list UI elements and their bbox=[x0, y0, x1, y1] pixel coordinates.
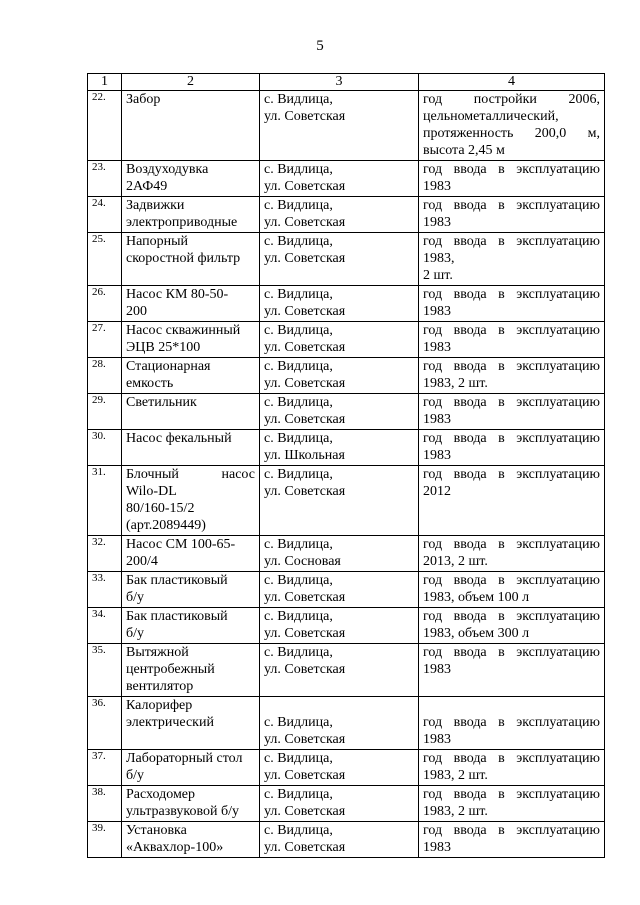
table-row bbox=[88, 286, 605, 322]
table-row bbox=[88, 644, 605, 697]
item-description-line: 1983, 2 шт. bbox=[423, 376, 488, 391]
item-location bbox=[260, 536, 419, 572]
item-description bbox=[419, 608, 605, 644]
item-description-line: год ввода в эксплуатацию bbox=[423, 287, 600, 302]
item-location-line: ул. Советская bbox=[264, 484, 346, 499]
item-description-line: 1983 bbox=[423, 340, 451, 355]
item-name-line: Блочный насос bbox=[126, 467, 255, 482]
item-description-line: 1983 bbox=[423, 215, 451, 230]
item-location-line: с. Видлица, bbox=[264, 431, 333, 446]
item-description-line: 1983 bbox=[423, 179, 451, 194]
header-row bbox=[88, 74, 605, 91]
item-location bbox=[260, 358, 419, 394]
item-description bbox=[419, 536, 605, 572]
item-description-line: год ввода в эксплуатацию bbox=[423, 787, 600, 802]
item-location-line: с. Видлица, bbox=[264, 537, 333, 552]
item-name bbox=[122, 608, 260, 644]
item-description-line: год ввода в эксплуатацию bbox=[423, 645, 600, 660]
item-description bbox=[419, 91, 605, 161]
item-description bbox=[419, 358, 605, 394]
item-location-line: с. Видлица, bbox=[264, 359, 333, 374]
item-description-line: год ввода в эксплуатацию bbox=[423, 198, 600, 213]
table-row bbox=[88, 91, 605, 161]
item-name-line: Насос фекальный bbox=[126, 431, 232, 446]
item-name-line: Забор bbox=[126, 92, 161, 107]
column-header: 4 bbox=[419, 74, 605, 91]
item-location bbox=[260, 197, 419, 233]
item-description bbox=[419, 161, 605, 197]
column-header: 3 bbox=[260, 74, 419, 91]
item-location-line: ул. Советская bbox=[264, 768, 346, 783]
item-name-line: скоростной фильтр bbox=[126, 251, 241, 266]
row-number: 31. bbox=[88, 466, 122, 536]
item-name-line: Лабораторный стол bbox=[126, 751, 243, 766]
item-name bbox=[122, 161, 260, 197]
table-row bbox=[88, 430, 605, 466]
table-row bbox=[88, 161, 605, 197]
item-description bbox=[419, 394, 605, 430]
item-description-line: год ввода в эксплуатацию bbox=[423, 467, 600, 482]
item-name-line: 2АФ49 bbox=[126, 179, 168, 194]
item-name-line: электроприводные bbox=[126, 215, 238, 230]
row-number: 32. bbox=[88, 536, 122, 572]
item-description bbox=[419, 786, 605, 822]
item-description-line: год ввода в эксплуатацию bbox=[423, 823, 600, 838]
item-location-line: ул. Советская bbox=[264, 626, 346, 641]
item-location bbox=[260, 394, 419, 430]
item-location-line: с. Видлица, bbox=[264, 234, 333, 249]
item-description-line: год ввода в эксплуатацию bbox=[423, 609, 600, 624]
item-name-line: б/у bbox=[126, 626, 145, 641]
item-location bbox=[260, 822, 419, 858]
item-location-line: ул. Сосновая bbox=[264, 554, 341, 569]
row-number: 33. bbox=[88, 572, 122, 608]
item-description-line: год ввода в эксплуатацию bbox=[423, 162, 600, 177]
item-location-line: с. Видлица, bbox=[264, 787, 333, 802]
item-location bbox=[260, 572, 419, 608]
item-name bbox=[122, 697, 260, 750]
item-description bbox=[419, 322, 605, 358]
item-name-line: Расходомер bbox=[126, 787, 196, 802]
item-description-line bbox=[423, 697, 600, 714]
item-name-line: Установка bbox=[126, 823, 187, 838]
item-description-line: год ввода в эксплуатацию bbox=[423, 751, 600, 766]
item-name bbox=[122, 466, 260, 536]
item-name bbox=[122, 358, 260, 394]
item-description-line: год ввода в эксплуатацию bbox=[423, 573, 600, 588]
item-description-line: год ввода в эксплуатацию bbox=[423, 395, 600, 410]
item-description bbox=[419, 697, 605, 750]
item-description bbox=[419, 233, 605, 286]
item-name-line: емкость bbox=[126, 376, 174, 391]
table-row bbox=[88, 394, 605, 430]
item-name bbox=[122, 644, 260, 697]
table-row bbox=[88, 750, 605, 786]
item-location-line: ул. Советская bbox=[264, 215, 346, 230]
item-name-line: б/у bbox=[126, 768, 145, 783]
item-location-line: ул. Советская bbox=[264, 804, 346, 819]
item-location-line: с. Видлица, bbox=[264, 162, 333, 177]
row-number: 28. bbox=[88, 358, 122, 394]
item-location-line: ул. Советская bbox=[264, 251, 346, 266]
row-number: 35. bbox=[88, 644, 122, 697]
item-location bbox=[260, 644, 419, 697]
item-location-line: ул. Советская bbox=[264, 662, 346, 677]
row-number: 27. bbox=[88, 322, 122, 358]
item-description bbox=[419, 197, 605, 233]
item-name-line: Калорифер bbox=[126, 698, 193, 713]
table-row bbox=[88, 697, 605, 750]
item-description-line: год постройки 2006, bbox=[423, 92, 600, 107]
item-location-line: с. Видлица, bbox=[264, 715, 333, 730]
item-name-line: «Аквахлор-100» bbox=[126, 840, 224, 855]
item-description-line: 1983 bbox=[423, 412, 451, 427]
item-name-line: Бак пластиковый bbox=[126, 609, 228, 624]
item-name bbox=[122, 394, 260, 430]
table-row bbox=[88, 786, 605, 822]
item-name bbox=[122, 536, 260, 572]
item-location bbox=[260, 697, 419, 750]
item-location bbox=[260, 750, 419, 786]
row-number: 39. bbox=[88, 822, 122, 858]
table-row bbox=[88, 233, 605, 286]
item-location bbox=[260, 608, 419, 644]
row-number: 34. bbox=[88, 608, 122, 644]
item-name-line: электрический bbox=[126, 715, 214, 730]
item-description-line: 2 шт. bbox=[423, 268, 453, 283]
table-row bbox=[88, 572, 605, 608]
item-description-line: 1983 bbox=[423, 732, 451, 747]
column-header: 2 bbox=[122, 74, 260, 91]
column-header: 1 bbox=[88, 74, 122, 91]
item-name bbox=[122, 286, 260, 322]
item-description bbox=[419, 644, 605, 697]
item-description-line: 1983, bbox=[423, 251, 455, 266]
item-location-line: ул. Советская bbox=[264, 376, 346, 391]
row-number: 30. bbox=[88, 430, 122, 466]
item-description-line: 2012 bbox=[423, 484, 451, 499]
item-description-line: 2013, 2 шт. bbox=[423, 554, 488, 569]
row-number: 36. bbox=[88, 697, 122, 750]
item-name-line: 200/4 bbox=[126, 554, 158, 569]
item-location-line: ул. Школьная bbox=[264, 448, 345, 463]
table-row bbox=[88, 466, 605, 536]
item-name-line: Насос КМ 80-50- bbox=[126, 287, 229, 302]
item-description bbox=[419, 286, 605, 322]
item-location-line: с. Видлица, bbox=[264, 609, 333, 624]
item-location-line: ул. Советская bbox=[264, 732, 346, 747]
table-row bbox=[88, 536, 605, 572]
row-number: 38. bbox=[88, 786, 122, 822]
row-number: 24. bbox=[88, 197, 122, 233]
item-name-line: 200 bbox=[126, 304, 147, 319]
item-description-line: 1983, объем 300 л bbox=[423, 626, 530, 641]
item-description-line: 1983 bbox=[423, 304, 451, 319]
item-description-line: год ввода в эксплуатацию bbox=[423, 234, 600, 249]
row-number: 26. bbox=[88, 286, 122, 322]
row-number: 37. bbox=[88, 750, 122, 786]
item-name-line: Насос скважинный bbox=[126, 323, 241, 338]
table-row bbox=[88, 197, 605, 233]
item-description-line: 1983 bbox=[423, 840, 451, 855]
table-row bbox=[88, 608, 605, 644]
item-name-line: Воздуходувка bbox=[126, 162, 209, 177]
item-description-line: год ввода в эксплуатацию bbox=[423, 359, 600, 374]
item-location-line: ул. Советская bbox=[264, 179, 346, 194]
item-location bbox=[260, 286, 419, 322]
item-name bbox=[122, 197, 260, 233]
item-description bbox=[419, 822, 605, 858]
item-description bbox=[419, 572, 605, 608]
item-name-line: Wilo-DL bbox=[126, 484, 177, 499]
row-number: 23. bbox=[88, 161, 122, 197]
item-name-line: (арт.2089449) bbox=[126, 518, 206, 533]
item-description-line: год ввода в эксплуатацию bbox=[423, 537, 600, 552]
item-description-line: 1983, 2 шт. bbox=[423, 768, 488, 783]
row-number: 29. bbox=[88, 394, 122, 430]
item-name bbox=[122, 91, 260, 161]
item-description bbox=[419, 430, 605, 466]
item-name bbox=[122, 430, 260, 466]
item-location bbox=[260, 466, 419, 536]
item-name-line: б/у bbox=[126, 590, 145, 605]
item-description-line: 1983, 2 шт. bbox=[423, 804, 488, 819]
item-description-line: высота 2,45 м bbox=[423, 143, 505, 158]
row-number: 25. bbox=[88, 233, 122, 286]
page-number: 5 bbox=[316, 38, 324, 54]
item-name-line: Насос СМ 100-65- bbox=[126, 537, 236, 552]
item-location bbox=[260, 322, 419, 358]
item-description-line: цельнометаллический, bbox=[423, 109, 559, 124]
item-description-line: протяженность 200,0 м, bbox=[423, 126, 600, 141]
item-location bbox=[260, 161, 419, 197]
table-row bbox=[88, 322, 605, 358]
item-name-line: Стационарная bbox=[126, 359, 211, 374]
row-number: 22. bbox=[88, 91, 122, 161]
item-location-line: с. Видлица, bbox=[264, 287, 333, 302]
item-location-line: ул. Советская bbox=[264, 340, 346, 355]
item-location-line: ул. Советская bbox=[264, 590, 346, 605]
item-description-line: 1983, объем 100 л bbox=[423, 590, 530, 605]
item-location-line: с. Видлица, bbox=[264, 467, 333, 482]
item-name-line: Светильник bbox=[126, 395, 197, 410]
item-name-line: вентилятор bbox=[126, 679, 194, 694]
table-row bbox=[88, 822, 605, 858]
item-name-line: Вытяжной bbox=[126, 645, 189, 660]
item-description-line: 1983 bbox=[423, 448, 451, 463]
property-table bbox=[87, 73, 605, 858]
item-location-line: ул. Советская bbox=[264, 840, 346, 855]
table-row bbox=[88, 358, 605, 394]
item-description bbox=[419, 466, 605, 536]
item-location bbox=[260, 233, 419, 286]
item-location-line: ул. Советская bbox=[264, 304, 346, 319]
item-location-line: с. Видлица, bbox=[264, 92, 333, 107]
item-location-line: с. Видлица, bbox=[264, 323, 333, 338]
item-name-line: ультразвуковой б/у bbox=[126, 804, 239, 819]
item-location-line: ул. Советская bbox=[264, 109, 346, 124]
item-location-line: с. Видлица, bbox=[264, 751, 333, 766]
item-description-line: год ввода в эксплуатацию bbox=[423, 715, 600, 730]
item-description bbox=[419, 750, 605, 786]
item-location bbox=[260, 91, 419, 161]
item-description-line: 1983 bbox=[423, 662, 451, 677]
item-location-line: с. Видлица, bbox=[264, 198, 333, 213]
item-name bbox=[122, 822, 260, 858]
item-name-line: 80/160-15/2 bbox=[126, 501, 195, 516]
item-location-line: с. Видлица, bbox=[264, 645, 333, 660]
item-location-line: с. Видлица, bbox=[264, 573, 333, 588]
item-location bbox=[260, 786, 419, 822]
item-location-line: с. Видлица, bbox=[264, 395, 333, 410]
item-name-line: центробежный bbox=[126, 662, 215, 677]
item-name-line: Бак пластиковый bbox=[126, 573, 228, 588]
item-description-line: год ввода в эксплуатацию bbox=[423, 431, 600, 446]
item-name-line: Напорный bbox=[126, 234, 189, 249]
item-name bbox=[122, 786, 260, 822]
item-location-line: с. Видлица, bbox=[264, 823, 333, 838]
item-name bbox=[122, 322, 260, 358]
item-name bbox=[122, 750, 260, 786]
item-location-line: ул. Советская bbox=[264, 412, 346, 427]
item-name-line: Задвижки bbox=[126, 198, 185, 213]
item-location bbox=[260, 430, 419, 466]
item-description-line: год ввода в эксплуатацию bbox=[423, 323, 600, 338]
item-location-line bbox=[264, 697, 414, 714]
item-name bbox=[122, 572, 260, 608]
item-name-line: ЭЦВ 25*100 bbox=[126, 340, 201, 355]
item-name bbox=[122, 233, 260, 286]
